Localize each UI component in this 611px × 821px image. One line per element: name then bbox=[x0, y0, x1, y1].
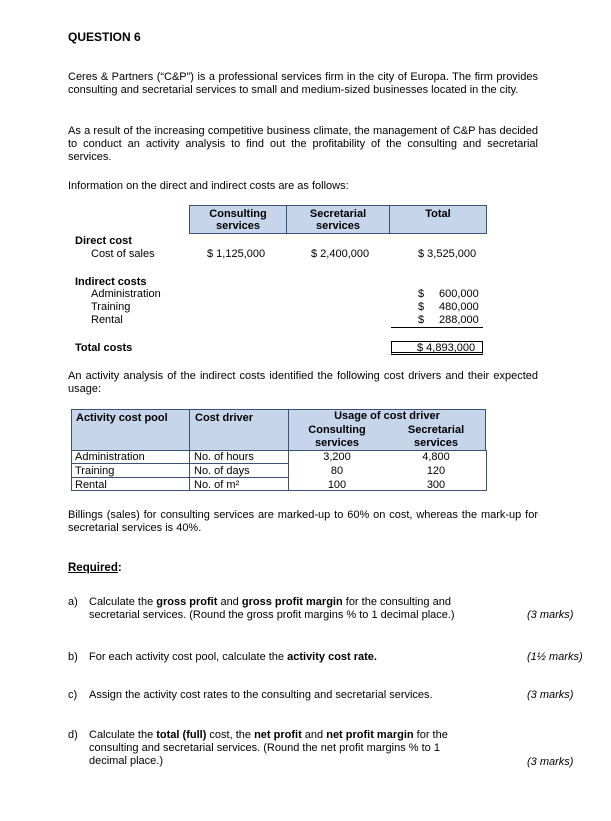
indirect-label-rental: Rental bbox=[91, 314, 123, 326]
activity-analysis-paragraph: An activity analysis of the indirect costs identified the following cost drivers and their expected usage: bbox=[68, 370, 538, 395]
driver-header-driver: Cost driver bbox=[189, 409, 289, 451]
driver-driver-rental: No. of m² bbox=[194, 479, 240, 491]
item-b-marks: (1½ marks) bbox=[527, 651, 583, 663]
cost-of-sales-label: Cost of sales bbox=[91, 248, 155, 260]
driver-driver-administration: No. of hours bbox=[194, 451, 254, 463]
item-text: Calculate the bbox=[89, 596, 157, 608]
driver-row-divider bbox=[71, 463, 289, 464]
driver-driver-training: No. of days bbox=[194, 465, 250, 477]
driver-header-usage: Usage of cost driver bbox=[334, 410, 440, 422]
indirect-label-administration: Administration bbox=[91, 288, 161, 300]
driver-header-consulting: Consulting services bbox=[308, 424, 366, 449]
indirect-amount-rental: 288,000 bbox=[439, 314, 479, 326]
subtotal-rule bbox=[391, 327, 483, 328]
item-text: For each activity cost pool, calculate the bbox=[89, 651, 288, 663]
indirect-costs-label: Indirect costs bbox=[75, 276, 147, 288]
driver-consulting-training: 80 bbox=[330, 465, 344, 477]
indirect-amount-training: 480,000 bbox=[439, 301, 479, 313]
driver-secretarial-rental: 300 bbox=[426, 479, 446, 491]
required-heading bbox=[68, 562, 122, 574]
item-text: and bbox=[217, 596, 242, 608]
driver-consulting-administration: 3,200 bbox=[323, 451, 351, 463]
item-c-line-1: Assign the activity cost rates to the consulting and secretarial services. bbox=[89, 689, 433, 701]
indirect-dollar: $ bbox=[418, 288, 425, 300]
item-d-line-1 bbox=[89, 729, 448, 742]
question-heading: QUESTION 6 bbox=[68, 30, 141, 44]
cost-header-consulting: Consulting services bbox=[189, 205, 287, 234]
item-text: for the bbox=[413, 729, 448, 741]
item-c-marks: (3 marks) bbox=[527, 689, 574, 701]
driver-header-secretarial: Secretarial services bbox=[407, 424, 465, 449]
item-a-line-2: secretarial services. (Round the gross profit margins % to 1 decimal place.) bbox=[89, 609, 455, 621]
intro-paragraph-2: As a result of the increasing competitive business climate, the management of C&P has decided to conduct an activity analysis to find out the profitability of the consulting and secretarial services. bbox=[68, 125, 538, 163]
cost-of-sales-secretarial: $ 2,400,000 bbox=[311, 248, 370, 260]
item-text: for the consulting and bbox=[342, 596, 451, 608]
indirect-dollar: $ bbox=[418, 301, 425, 313]
driver-col-divider bbox=[189, 450, 190, 491]
total-costs-value: $ 4,893,000 bbox=[391, 341, 483, 355]
intro-paragraph-3: Information on the direct and indirect costs are as follows: bbox=[68, 180, 349, 192]
cost-of-sales-consulting: $ 1,125,000 bbox=[207, 248, 266, 260]
item-text: Calculate the bbox=[89, 729, 157, 741]
item-letter: b) bbox=[68, 651, 78, 663]
item-bold: gross profit bbox=[156, 596, 218, 608]
billings-paragraph: Billings (sales) for consulting services are marked-up to 60% on cost, whereas the mark-up for secretarial services is 40%. bbox=[68, 509, 538, 534]
cost-of-sales-total: $ 3,525,000 bbox=[418, 248, 477, 260]
item-d-line-2: consulting and secretarial services. (Round the net profit margins % to 1 bbox=[89, 742, 440, 754]
item-a-line-1 bbox=[89, 596, 451, 609]
direct-cost-label: Direct cost bbox=[75, 235, 132, 247]
driver-consulting-rental: 100 bbox=[327, 479, 347, 491]
item-letter: a) bbox=[68, 596, 78, 608]
required-colon: : bbox=[117, 562, 122, 574]
item-bold: net profit margin bbox=[326, 729, 414, 741]
item-bold: total (full) bbox=[156, 729, 207, 741]
item-letter: d) bbox=[68, 729, 78, 741]
driver-secretarial-training: 120 bbox=[426, 465, 446, 477]
item-text: cost, the bbox=[206, 729, 255, 741]
indirect-dollar: $ bbox=[418, 314, 425, 326]
indirect-label-training: Training bbox=[91, 301, 131, 313]
item-bold: activity cost rate. bbox=[287, 651, 377, 663]
driver-pool-rental: Rental bbox=[75, 479, 107, 491]
required-label: Required bbox=[68, 562, 118, 574]
cost-header-total: Total bbox=[389, 205, 487, 234]
item-a-marks: (3 marks) bbox=[527, 609, 574, 621]
total-costs-label: Total costs bbox=[75, 342, 133, 354]
driver-pool-administration: Administration bbox=[75, 451, 145, 463]
indirect-amount-administration: 600,000 bbox=[439, 288, 479, 300]
intro-paragraph-1: Ceres & Partners (“C&P”) is a professional services firm in the city of Europa. The firm provides consulting and secretarial services to small and medium-sized businesses located in the city. bbox=[68, 71, 538, 96]
item-letter: c) bbox=[68, 689, 78, 701]
item-text: and bbox=[301, 729, 327, 741]
cost-header-secretarial: Secretarial services bbox=[286, 205, 390, 234]
item-d-marks: (3 marks) bbox=[527, 756, 574, 768]
driver-secretarial-administration: 4,800 bbox=[422, 451, 450, 463]
driver-pool-training: Training bbox=[75, 465, 115, 477]
item-bold: net profit bbox=[254, 729, 302, 741]
item-bold: gross profit margin bbox=[241, 596, 343, 608]
driver-header-pool: Activity cost pool bbox=[71, 409, 190, 451]
driver-row-divider bbox=[71, 477, 289, 478]
item-d-line-3: decimal place.) bbox=[89, 755, 163, 767]
item-b-line-1 bbox=[89, 651, 377, 664]
